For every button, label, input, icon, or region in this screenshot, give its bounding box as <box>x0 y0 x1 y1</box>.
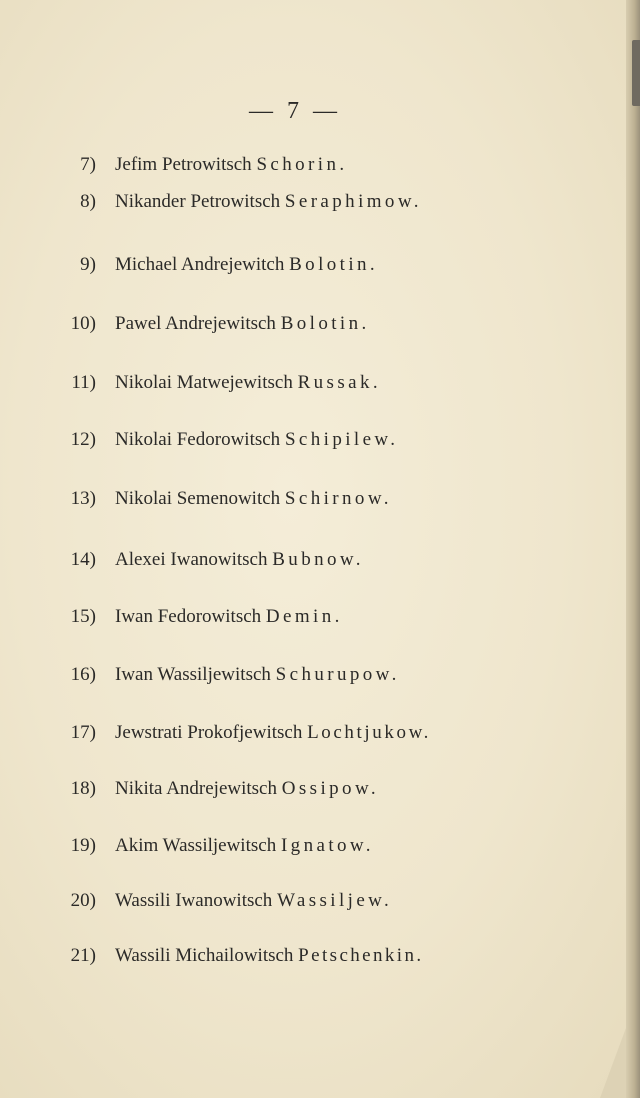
list-item-name <box>115 774 379 804</box>
list-item-name <box>115 425 398 455</box>
list-item <box>0 718 600 748</box>
surname: Bubnow. <box>272 549 364 570</box>
list-item-name <box>115 886 392 916</box>
surname: Schipilew. <box>284 429 399 450</box>
list-item-number: 13) <box>70 488 96 509</box>
given-names: Wassili Iwanowitsch <box>115 890 273 911</box>
list-item <box>0 368 600 398</box>
list-item <box>0 309 600 339</box>
list-item-name <box>115 831 374 861</box>
list-item-number: 12) <box>70 429 96 450</box>
list-item-name <box>115 545 364 575</box>
list-item-number: 19) <box>70 835 96 856</box>
given-names: Iwan Wassiljewitsch <box>115 664 271 685</box>
surname: Petschenkin. <box>298 945 424 966</box>
given-names: Jefim Petrowitsch <box>115 154 252 175</box>
list-item-number: 17) <box>70 722 96 743</box>
list-item <box>0 886 600 916</box>
list-item <box>0 484 600 514</box>
list-item-number: 11) <box>71 372 96 393</box>
list-item <box>0 941 600 971</box>
list-item-name <box>115 602 343 632</box>
surname: Bolotin. <box>280 313 370 334</box>
given-names: Iwan Fedorowitsch <box>115 606 262 627</box>
list-item-number: 20) <box>70 890 96 911</box>
surname: Seraphimow. <box>284 191 422 212</box>
list-item-number: 21) <box>70 945 96 966</box>
given-names: Pawel Andrejewitsch <box>115 313 276 334</box>
scrollbar-thumb[interactable] <box>632 40 640 106</box>
surname: Schirnow. <box>284 488 392 509</box>
list-item-name <box>115 309 370 339</box>
list-item-name <box>115 941 424 971</box>
list-item-number: 8) <box>80 191 96 212</box>
list-item-number: 18) <box>70 778 96 799</box>
list-item-name <box>115 660 400 690</box>
surname: Wassiljew. <box>277 890 393 911</box>
surname: Schorin. <box>256 154 348 175</box>
surname: Bolotin. <box>289 254 379 275</box>
list-item <box>0 602 600 632</box>
given-names: Akim Wassiljewitsch <box>115 835 277 856</box>
given-names: Nikolai Matwejewitsch <box>115 372 293 393</box>
given-names: Nikita Andrejewitsch <box>115 778 277 799</box>
given-names: Wassili Michailowitsch <box>115 945 294 966</box>
list-item-number: 10) <box>70 313 96 334</box>
list-item-name <box>115 250 378 280</box>
given-names: Michael Andrejewitch <box>115 254 285 275</box>
given-names: Alexei Iwanowitsch <box>115 549 268 570</box>
given-names: Jewstrati Prokofjewitsch <box>115 722 303 743</box>
list-item-number: 7) <box>80 154 96 175</box>
list-item-number: 14) <box>70 549 96 570</box>
list-item <box>0 150 600 180</box>
list-item <box>0 425 600 455</box>
list-item <box>0 660 600 690</box>
list-item-name <box>115 368 381 398</box>
page-number: — 7 — <box>249 98 341 124</box>
list-item <box>0 774 600 804</box>
list-item-number: 16) <box>70 664 96 685</box>
surname: Demin. <box>265 606 343 627</box>
list-item-name <box>115 484 392 514</box>
given-names: Nikolai Fedorowitsch <box>115 429 281 450</box>
surname: Schurupow. <box>275 664 400 685</box>
surname: Russak. <box>297 372 382 393</box>
surname: Ignatow. <box>280 835 374 856</box>
list-item-name <box>115 187 422 217</box>
list-item <box>0 187 600 217</box>
surname: Ossipow. <box>281 778 379 799</box>
page-corner-curl <box>600 1028 626 1098</box>
surname: Lochtjukow. <box>307 722 432 743</box>
list-item-name <box>115 718 431 748</box>
list-item <box>0 831 600 861</box>
list-item-number: 9) <box>80 254 96 275</box>
given-names: Nikolai Semenowitch <box>115 488 281 509</box>
list-item-name <box>115 150 348 180</box>
list-item <box>0 545 600 575</box>
book-spine-edge <box>626 0 640 1098</box>
given-names: Nikander Petrowitsch <box>115 191 281 212</box>
list-item <box>0 250 600 280</box>
list-item-number: 15) <box>70 606 96 627</box>
